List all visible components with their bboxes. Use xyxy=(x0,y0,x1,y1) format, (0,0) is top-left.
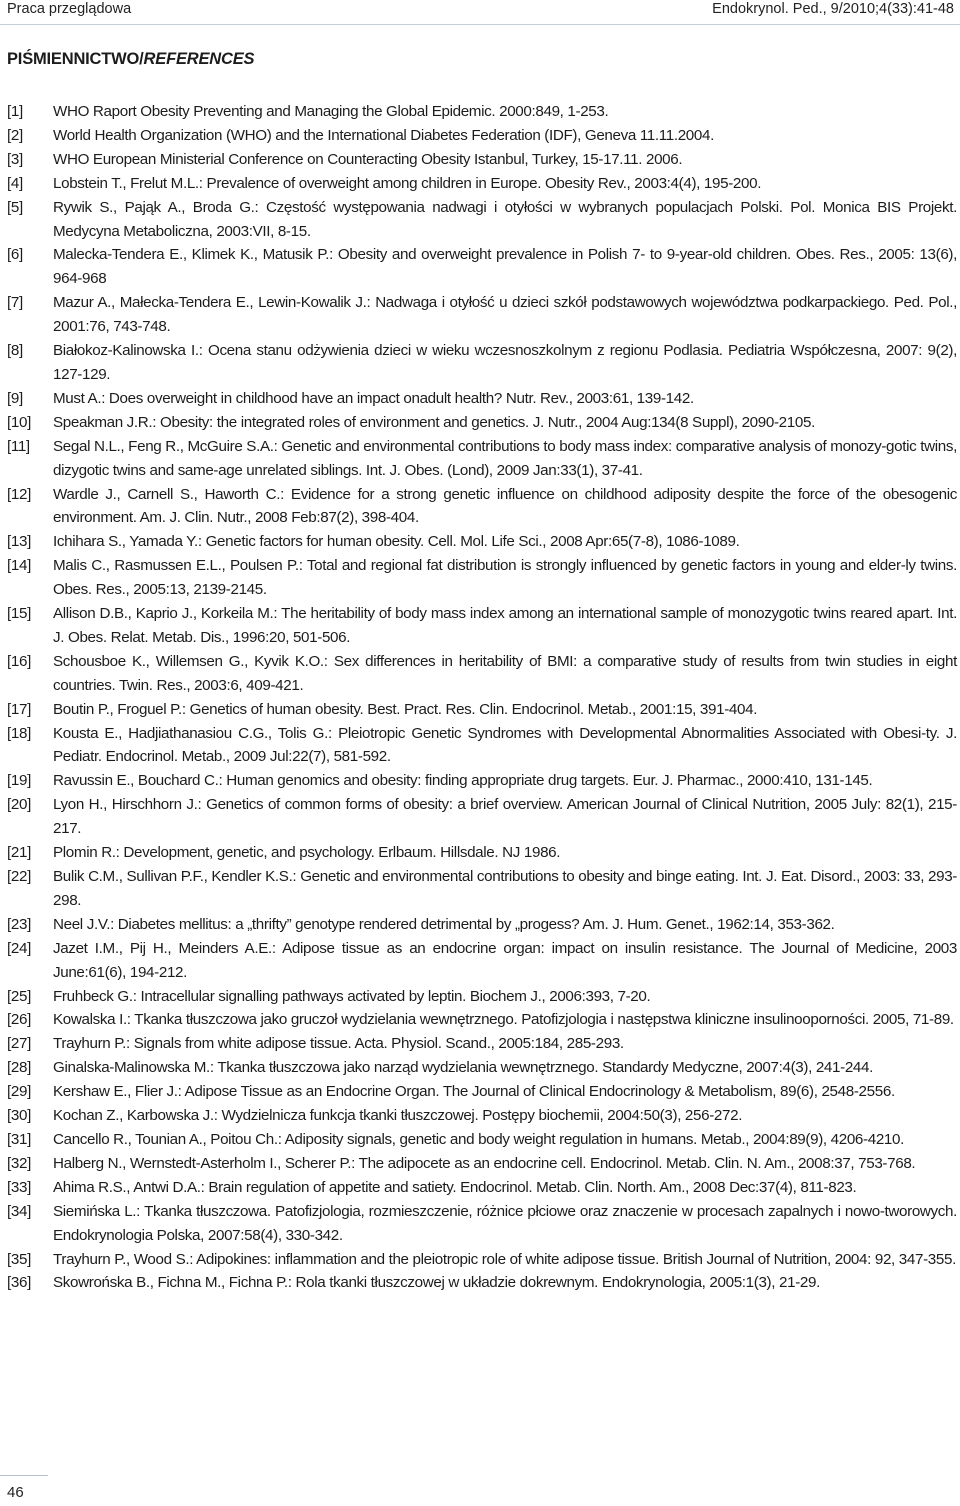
reference-text: Fruhbeck G.: Intracellular signalling pathways activated by leptin. Biochem J., 2006:393, 7-20. xyxy=(53,987,651,1005)
reference-number: [15] xyxy=(7,605,31,623)
reference-text: Must A.: Does overweight in childhood have an impact onadult health? Nutr. Rev., 2003:61, 139-142. xyxy=(53,389,694,407)
reference-text: Białokoz-Kalinowska I.: Ocena stanu odżywienia dzieci w wieku wczesnoszkolnym z regionu Podlasia. Pediatria Współczesna, 2007: 9(2), 127-129. xyxy=(53,342,957,383)
reference-number: [19] xyxy=(7,772,31,790)
reference-number: [17] xyxy=(7,700,31,718)
reference-item xyxy=(7,530,957,554)
reference-item xyxy=(7,1200,957,1248)
reference-text: Ahima R.S., Antwi D.A.: Brain regulation of appetite and satiety. Endocrinol. Metab. Clin. North. Am., 2008 Dec:37(4), 811-823. xyxy=(53,1178,857,1196)
reference-number: [10] xyxy=(7,413,31,431)
reference-text: Ichihara S., Yamada Y.: Genetic factors for human obesity. Cell. Mol. Life Sci., 2008 Apr:65(7-8), 1086-1089. xyxy=(53,533,740,551)
reference-item xyxy=(7,196,957,244)
reference-item xyxy=(7,1056,957,1080)
reference-text: Trayhurn P.: Signals from white adipose tissue. Acta. Physiol. Scand., 2005:184, 285-293. xyxy=(53,1035,624,1053)
reference-number: [27] xyxy=(7,1035,31,1053)
reference-number: [13] xyxy=(7,533,31,551)
reference-number: [36] xyxy=(7,1274,31,1292)
reference-item xyxy=(7,698,957,722)
reference-item xyxy=(7,148,957,172)
reference-text: Speakman J.R.: Obesity: the integrated roles of environment and genetics. J. Nutr., 2004 Aug:134(8 Suppl), 2090-2105. xyxy=(53,413,815,431)
reference-item xyxy=(7,769,957,793)
reference-item xyxy=(7,339,957,387)
header-divider xyxy=(0,24,960,25)
reference-item xyxy=(7,172,957,196)
reference-text: Ravussin E., Bouchard C.: Human genomics and obesity: finding appropriate drug targets. Eur. J. Pharmac., 2000:410, 131-145. xyxy=(53,772,873,790)
reference-text: Malis C., Rasmussen E.L., Poulsen P.: Total and regional fat distribution is strongly influenced by genetic factors in young and elder-ly twins. Obes. Res., 2005:13, 2139-2145. xyxy=(53,557,957,599)
reference-text: Halberg N., Wernstedt-Asterholm I., Scherer P.: The adipocete as an endocrine cell. Endocrinol. Metab. Clin. N. Am., 2008:37, 753-768. xyxy=(53,1154,916,1172)
reference-number: [22] xyxy=(7,868,31,885)
reference-item xyxy=(7,1008,957,1032)
reference-number: [7] xyxy=(7,294,23,312)
reference-number: [14] xyxy=(7,557,31,575)
references-heading xyxy=(7,50,254,69)
reference-item xyxy=(7,243,957,291)
article-type-label: Praca przeglądowa xyxy=(7,1,132,17)
reference-item xyxy=(7,1032,957,1056)
reference-item xyxy=(7,483,957,531)
reference-text: Kowalska I.: Tkanka tłuszczowa jako gruczoł wydzielania wewnętrznego. Patofizjologia i następstwa kliniczne insulinooporności. 2005, 71-89. xyxy=(53,1011,954,1029)
reference-item xyxy=(7,937,957,985)
reference-text: Siemińska L.: Tkanka tłuszczowa. Patofizjologia, rozmieszczenie, różnice płciowe oraz znaczenie w procesach zapalnych i nowo-tworowych. Endokrynologia Polska, 2007:58(4), 330-342. xyxy=(53,1202,957,1244)
reference-item xyxy=(7,124,957,148)
footer-divider xyxy=(0,1475,48,1476)
reference-item xyxy=(7,650,957,698)
reference-text: Neel J.V.: Diabetes mellitus: a „thrifty” genotype rendered detrimental by „progess? Am. J. Hum. Genet., 1962:14, 353-362. xyxy=(53,915,835,933)
reference-number: [30] xyxy=(7,1107,31,1125)
reference-item xyxy=(7,865,957,913)
reference-number: [34] xyxy=(7,1202,31,1220)
reference-number: [28] xyxy=(7,1059,31,1077)
reference-item xyxy=(7,722,957,770)
reference-number: [1] xyxy=(7,103,23,120)
reference-text: Plomin R.: Development, genetic, and psychology. Erlbaum. Hillsdale. NJ 1986. xyxy=(53,844,561,862)
reference-number: [6] xyxy=(7,246,23,264)
reference-list xyxy=(7,100,957,1295)
reference-item xyxy=(7,291,957,339)
reference-item xyxy=(7,1104,957,1128)
reference-number: [20] xyxy=(7,796,31,814)
reference-item xyxy=(7,1128,957,1152)
reference-number: [16] xyxy=(7,652,31,670)
reference-item xyxy=(7,793,957,841)
reference-text: World Health Organization (WHO) and the International Diabetes Federation (IDF), Geneva 11.11.2004. xyxy=(53,126,714,144)
reference-number: [23] xyxy=(7,915,31,933)
reference-number: [4] xyxy=(7,174,23,192)
journal-citation: Endokrynol. Ped., 9/2010;4(33):41-48 xyxy=(712,1,954,17)
reference-text: Allison D.B., Kaprio J., Korkeila M.: The heritability of body mass index among an international sample of monozygotic twins reared apart. Int. J. Obes. Relat. Metab. Dis., 1996:20, 501-506. xyxy=(53,605,957,646)
reference-number: [25] xyxy=(7,987,31,1005)
reference-text: Cancello R., Tounian A., Poitou Ch.: Adiposity signals, genetic and body weight regulation in humans. Metab., 2004:89(9), 4206-4210. xyxy=(53,1130,904,1148)
reference-text: Skowrońska B., Fichna M., Fichna P.: Rola tkanki tłuszczowej w układzie dokrewnym. Endokrynologia, 2005:1(3), 21-29. xyxy=(53,1274,820,1292)
reference-text: Kershaw E., Flier J.: Adipose Tissue as an Endocrine Organ. The Journal of Clinical Endocrinology & Metabolism, 89(6), 2548-2556. xyxy=(53,1083,895,1101)
reference-text: Jazet I.M., Pij H., Meinders A.E.: Adipose tissue as an endocrine organ: impact on insulin resistance. The Journal of Medicine, 2003 June:61(6), 194-212. xyxy=(53,939,957,981)
reference-text: Wardle J., Carnell S., Haworth C.: Evidence for a strong genetic influence on childhood adiposity despite the force of the obesogenic environment. Am. J. Clin. Nutr., 2008 Feb:87(2), 398-404. xyxy=(53,485,957,527)
reference-number: [8] xyxy=(7,342,23,360)
reference-number: [33] xyxy=(7,1178,31,1196)
reference-number: [26] xyxy=(7,1011,31,1029)
reference-text: Kochan Z., Karbowska J.: Wydzielnicza funkcja tkanki tłuszczowej. Postępy biochemii, 2004:50(3), 256-272. xyxy=(53,1107,743,1125)
reference-number: [2] xyxy=(7,126,23,144)
reference-number: [24] xyxy=(7,939,31,957)
reference-text: Ginalska-Malinowska M.: Tkanka tłuszczowa jako narząd wydzielania wewnętrznego. Standardy Medyczne, 2007:4(3), 241-244. xyxy=(53,1059,873,1077)
reference-text: Mazur A., Małecka-Tendera E., Lewin-Kowalik J.: Nadwaga i otyłość u dzieci szkół podstawowych województwa podkarpackiego. Ped. Pol., 2001:76, 743-748. xyxy=(53,294,957,336)
running-header xyxy=(0,0,960,22)
reference-text: Kousta E., Hadjiathanasiou C.G., Tolis G.: Pleiotropic Genetic Syndromes with Developmental Abnormalities Associated with Obesi-ty. J. Pediatr. Endocrinol. Metab., 2009 Jul:22(7), 581-592. xyxy=(53,724,957,766)
reference-item xyxy=(7,1152,957,1176)
reference-text: WHO Raport Obesity Preventing and Managing the Global Epidemic. 2000:849, 1-253. xyxy=(53,103,609,120)
reference-number: [35] xyxy=(7,1250,31,1268)
reference-item xyxy=(7,1271,957,1295)
reference-text: Segal N.L., Feng R., McGuire S.A.: Genetic and environmental contributions to body mass index: comparative analysis of monozy-gotic twins, dizygotic twins and same-age unrelated siblings. Int. J. Obes. (Lond), 2009 Jan:33(1), 37-41. xyxy=(53,437,957,479)
reference-item xyxy=(7,1080,957,1104)
reference-item xyxy=(7,985,957,1009)
reference-text: Schousboe K., Willemsen G., Kyvik K.O.: Sex differences in heritability of BMI: a comparative study of results from twin studies in eight countries. Twin. Res., 2003:6, 409-421. xyxy=(53,652,957,694)
references-heading-english: REFERENCES xyxy=(143,50,255,68)
reference-number: [11] xyxy=(7,437,30,455)
reference-item xyxy=(7,1248,957,1272)
reference-text: Malecka-Tendera E., Klimek K., Matusik P.: Obesity and overweight prevalence in Polish 7- to 9-year-old children. Obes. Res., 2005: 13(6), 964-968 xyxy=(53,246,957,288)
reference-text: Rywik S., Pająk A., Broda G.: Częstość występowania nadwagi i otyłości w wybranych populacjach Polski. Pol. Monica BIS Projekt. Medycyna Metaboliczna, 2003:VII, 8-15. xyxy=(53,198,957,240)
reference-text: Lyon H., Hirschhorn J.: Genetics of common forms of obesity: a brief overview. American Journal of Clinical Nutrition, 2005 July: 82(1), 215-217. xyxy=(53,796,957,838)
reference-item xyxy=(7,841,957,865)
reference-item xyxy=(7,411,957,435)
reference-text: Boutin P., Froguel P.: Genetics of human obesity. Best. Pract. Res. Clin. Endocrinol. Metab., 2001:15, 391-404. xyxy=(53,700,758,718)
reference-item xyxy=(7,387,957,411)
reference-text: Lobstein T., Frelut M.L.: Prevalence of overweight among children in Europe. Obesity Rev., 2003:4(4), 195-200. xyxy=(53,174,762,192)
reference-number: [3] xyxy=(7,150,23,168)
reference-number: [31] xyxy=(7,1130,31,1148)
reference-text: Bulik C.M., Sullivan P.F., Kendler K.S.: Genetic and environmental contributions to obesity and binge eating. Int. J. Eat. Disord., 2003: 33, 293-298. xyxy=(53,868,957,909)
reference-item xyxy=(7,554,957,602)
reference-number: [18] xyxy=(7,724,31,742)
reference-item xyxy=(7,1176,957,1200)
references-heading-polish: PIŚMIENNICTWO/ xyxy=(7,50,144,68)
reference-text: WHO European Ministerial Conference on Counteracting Obesity Istanbul, Turkey, 15-17.11. 2006. xyxy=(53,150,683,168)
reference-item xyxy=(7,913,957,937)
reference-number: [29] xyxy=(7,1083,31,1101)
reference-number: [21] xyxy=(7,844,31,862)
reference-text: Trayhurn P., Wood S.: Adipokines: inflammation and the pleiotropic role of white adipose tissue. British Journal of Nutrition, 2004: 92, 347-355. xyxy=(53,1250,956,1268)
page-number: 46 xyxy=(7,1484,24,1501)
reference-item xyxy=(7,100,957,124)
reference-number: [32] xyxy=(7,1154,31,1172)
reference-number: [5] xyxy=(7,198,23,216)
reference-number: [9] xyxy=(7,389,23,407)
reference-item xyxy=(7,602,957,650)
reference-item xyxy=(7,435,957,483)
reference-number: [12] xyxy=(7,485,31,503)
